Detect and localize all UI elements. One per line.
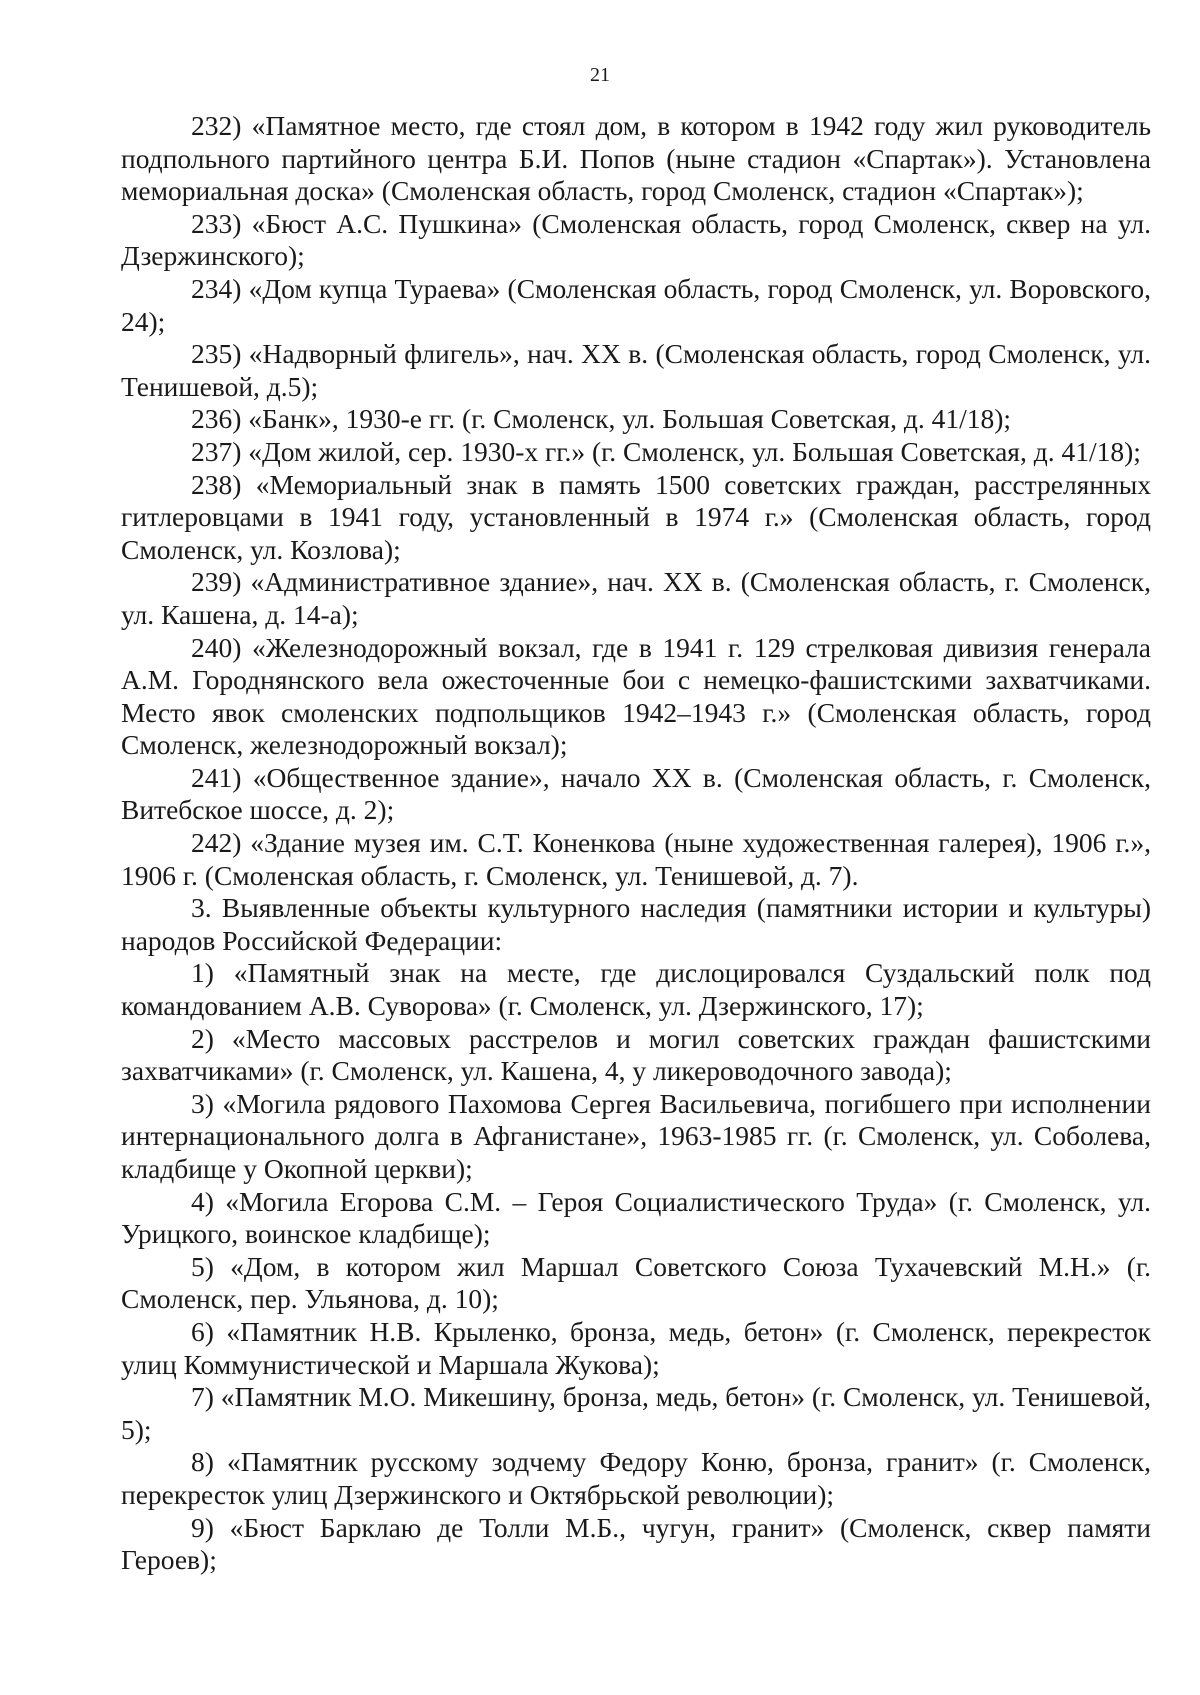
list-item: 234) «Дом купца Тураева» (Смоленская область, город Смоленск, ул. Воровского, 24);: [121, 272, 1151, 337]
list-item: 7) «Памятник М.О. Микешину, бронза, медь, бетон» (г. Смоленск, ул. Тенишевой, 5);: [121, 1381, 1151, 1445]
section-heading: 3. Выявленные объекты культурного наследия (памятники истории и культуры) народов Российской Федерации:: [121, 892, 1151, 956]
list-item: 8) «Памятник русскому зодчему Федору Коню, бронза, гранит» (г. Смоленск, перекресток улиц Дзержинского и Октябрьской революции);: [121, 1446, 1151, 1510]
list-item: 237) «Дом жилой, сер. 1930-х гг.» (г. Смоленск, ул. Большая Советская, д. 41/18);: [191, 435, 1141, 467]
list-item: 238) «Мемориальный знак в память 1500 советских граждан, расстрелянных гитлеровцами в 1941 году, установленный в 1974 г.» (Смоленская область, город Смоленск, ул. Козлова);: [121, 468, 1151, 565]
list-item: 1) «Памятный знак на месте, где дислоцировался Суздальский полк под командованием А.В. Суворова» (г. Смоленск, ул. Дзержинского, 17);: [121, 957, 1151, 1022]
list-item: 235) «Надворный флигель», нач. XX в. (Смоленская область, город Смоленск, ул. Тенишевой, д.5);: [121, 338, 1151, 402]
list-item: 240) «Железнодорожный вокзал, где в 1941 г. 129 стрелковая дивизия генерала А.М. Городнянского вела ожесточенные бои с немецко-фашистскими захватчиками. Место явок смоленских подпольщиков 1942–1943 г.» (Смоленская область, город Смоленск, железнодорожный вокзал);: [121, 631, 1151, 761]
list-item: 233) «Бюст А.С. Пушкина» (Смоленская область, город Смоленск, сквер на ул. Дзержинского);: [121, 207, 1151, 272]
page-number: 21: [590, 64, 610, 86]
list-item: 3) «Могила рядового Пахомова Сергея Васильевича, погибшего при исполнении интернационального долга в Афганистане», 1963-1985 гг. (г. Смоленск, ул. Соболева, кладбище у Окопной церкви);: [121, 1087, 1151, 1184]
list-item: 5) «Дом, в котором жил Маршал Советского Союза Тухачевский М.Н.» (г. Смоленск, пер. Ульянова, д. 10);: [121, 1250, 1151, 1315]
list-item: 2) «Место массовых расстрелов и могил советских граждан фашистскими захватчиками» (г. Смоленск, ул. Кашена, 4, у ликероводочного завода);: [121, 1022, 1151, 1087]
list-item: 236) «Банк», 1930-е гг. (г. Смоленск, ул. Большая Советская, д. 41/18);: [191, 403, 1012, 435]
list-item: 239) «Административное здание», нач. XX в. (Смоленская область, г. Смоленск, ул. Кашена, д. 14-а);: [121, 566, 1151, 630]
list-item: 4) «Могила Егорова С.М. – Героя Социалистического Труда» (г. Смоленск, ул. Урицкого, воинское кладбище);: [121, 1185, 1151, 1250]
list-item: 241) «Общественное здание», начало XX в. (Смоленская область, г. Смоленск, Витебское шоссе, д. 2);: [121, 761, 1151, 826]
document-body: [121, 110, 1151, 1577]
list-item: 9) «Бюст Барклаю де Толли М.Б., чугун, гранит» (Смоленск, сквер памяти Героев);: [121, 1511, 1151, 1576]
list-item: 232) «Памятное место, где стоял дом, в котором в 1942 году жил руководитель подпольного партийного центра Б.И. Попов (ныне стадион «Спартак»). Установлена мемориальная доска» (Смоленская область, город Смоленск, стадион «Спартак»);: [121, 110, 1151, 207]
list-item: 242) «Здание музея им. С.Т. Коненкова (ныне художественная галерея), 1906 г.», 1906 г. (Смоленская область, г. Смоленск, ул. Тенишевой, д. 7).: [121, 827, 1151, 891]
list-item: 6) «Памятник Н.В. Крыленко, бронза, медь, бетон» (г. Смоленск, перекресток улиц Коммунистической и Маршала Жукова);: [121, 1315, 1151, 1380]
